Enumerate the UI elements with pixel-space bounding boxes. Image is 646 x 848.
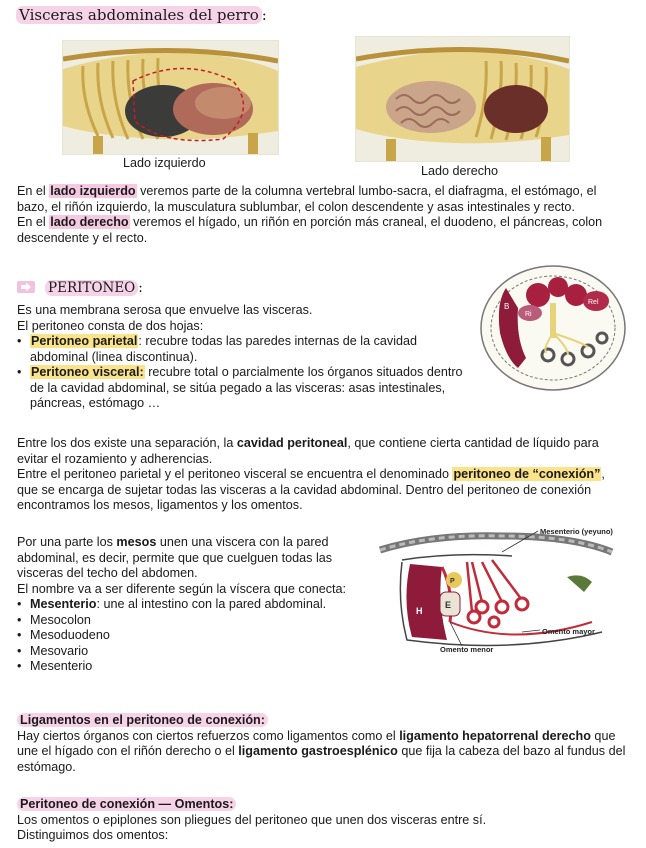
title-highlight: Visceras abdominales del perro bbox=[16, 6, 262, 24]
caption-right: Lado derecho bbox=[421, 164, 499, 178]
label-p: P bbox=[450, 578, 455, 585]
caption-left: Lado izquierdo bbox=[123, 156, 206, 170]
list-item-parietal: • Peritoneo parietal: recubre todas las paredes internas de la cavidad abdominal (linea discontinua). bbox=[17, 334, 418, 364]
peritoneo-cross-section-diagram bbox=[478, 263, 628, 393]
mesenterio-diagram bbox=[372, 522, 634, 657]
omentos-intro: Distinguimos dos omentos: bbox=[17, 828, 169, 842]
omentos-heading: Peritoneo de conexión — Omentos: bbox=[17, 797, 627, 813]
intro-paragraph-left: En el lado izquierdo veremos parte de la columna vertebral lumbo-sacra, el diafragma, el estómago, el bazo, el riñón izquierdo, la musculatura sublumbar, el colon descendente y asas intestinales y recto. bbox=[17, 184, 597, 214]
dog-right-side-illustration bbox=[356, 37, 569, 161]
label-h: H bbox=[416, 606, 423, 616]
list-item: • Mesenterio: une al intestino con la pared abdominal. bbox=[17, 597, 327, 611]
ligamentos-section bbox=[17, 713, 627, 775]
list-item: • Mesenterio bbox=[17, 659, 93, 673]
cavidad-paragraph: Entre los dos existe una separación, la cavidad peritoneal, que contiene cierta cantidad de líquido para evitar el rozamiento y adherencias. bbox=[17, 436, 599, 466]
intro-text bbox=[17, 184, 622, 246]
figure-right-side bbox=[355, 36, 570, 162]
ligamentos-paragraph: Hay ciertos órganos con ciertos refuerzos como ligamentos como el ligamento hepatorrenal derecho que une el hígado con el riñón derecho o el ligamento gastroesplénico que fija la cabeza del bazo al fundus del estómago. bbox=[17, 728, 626, 774]
list-item: • Mesoduodeno bbox=[17, 628, 110, 642]
intro-paragraph-right: En el lado derecho veremos el hígado, un riñón en porción más craneal, el duodeno, el páncreas, colon descendente y el recto. bbox=[17, 215, 603, 245]
list-item-visceral: • Peritoneo visceral: recubre total o parcialmente los órganos situados dentro de la cavidad abdominal, se sitúa pegado a las visceras: asas intestinales, páncreas, estómago … bbox=[17, 365, 463, 410]
mesos-paragraph: Por una parte los mesos unen una viscera con la pared abdominal, es decir, permite que que cuelguen todas las visceras del techo del abdomen. bbox=[17, 535, 333, 580]
peritoneo-definition: Es una membrana serosa que envuelve las visceras. bbox=[17, 303, 313, 317]
ligamentos-heading: Ligamentos en el peritoneo de conexión: bbox=[17, 713, 627, 729]
label-rel: Rel bbox=[588, 299, 599, 306]
omentos-section bbox=[17, 797, 627, 844]
label-e: E bbox=[445, 600, 452, 610]
dog-left-side-illustration bbox=[63, 41, 278, 154]
label-ri: Ri bbox=[525, 311, 532, 318]
list-item: • Mesocolon bbox=[17, 612, 91, 627]
label-mesenterio-yeyuno: Mesenterio (yeyuno) bbox=[540, 527, 613, 536]
conexion-paragraph: Entre el peritoneo parietal y el peritoneo visceral se encuentra el denominado peritoneo de “conexión”, que se encarga de sujetar todas las visceras a la cavidad abdominal. Dentro del peritoneo de conexión encontramos los mesos, ligamentos y los omentos. bbox=[17, 467, 605, 512]
page-title: Visceras abdominales del perro : bbox=[16, 8, 267, 24]
peritoneo-layers-intro: El peritoneo consta de dos hojas: bbox=[17, 318, 204, 333]
list-item: • Mesovario bbox=[17, 643, 89, 658]
omentos-definition: Los omentos o epiplones son pliegues del peritoneo que unen dos visceras entre sí. bbox=[17, 812, 487, 827]
figure-left-side bbox=[62, 40, 279, 155]
label-omento-menor: Omento menor bbox=[440, 645, 494, 654]
arrow-right-icon bbox=[17, 281, 35, 293]
label-b: B bbox=[504, 302, 510, 311]
peritoneo-heading: PERITONEO : bbox=[17, 281, 143, 297]
mesos-naming: El nombre va a ser diferente según la víscera que conecta: bbox=[17, 581, 347, 596]
mesos-text bbox=[17, 535, 362, 675]
peritoneo-text bbox=[17, 303, 467, 412]
label-omento-mayor: Omento mayor bbox=[542, 627, 595, 636]
cavidad-text bbox=[17, 436, 627, 514]
